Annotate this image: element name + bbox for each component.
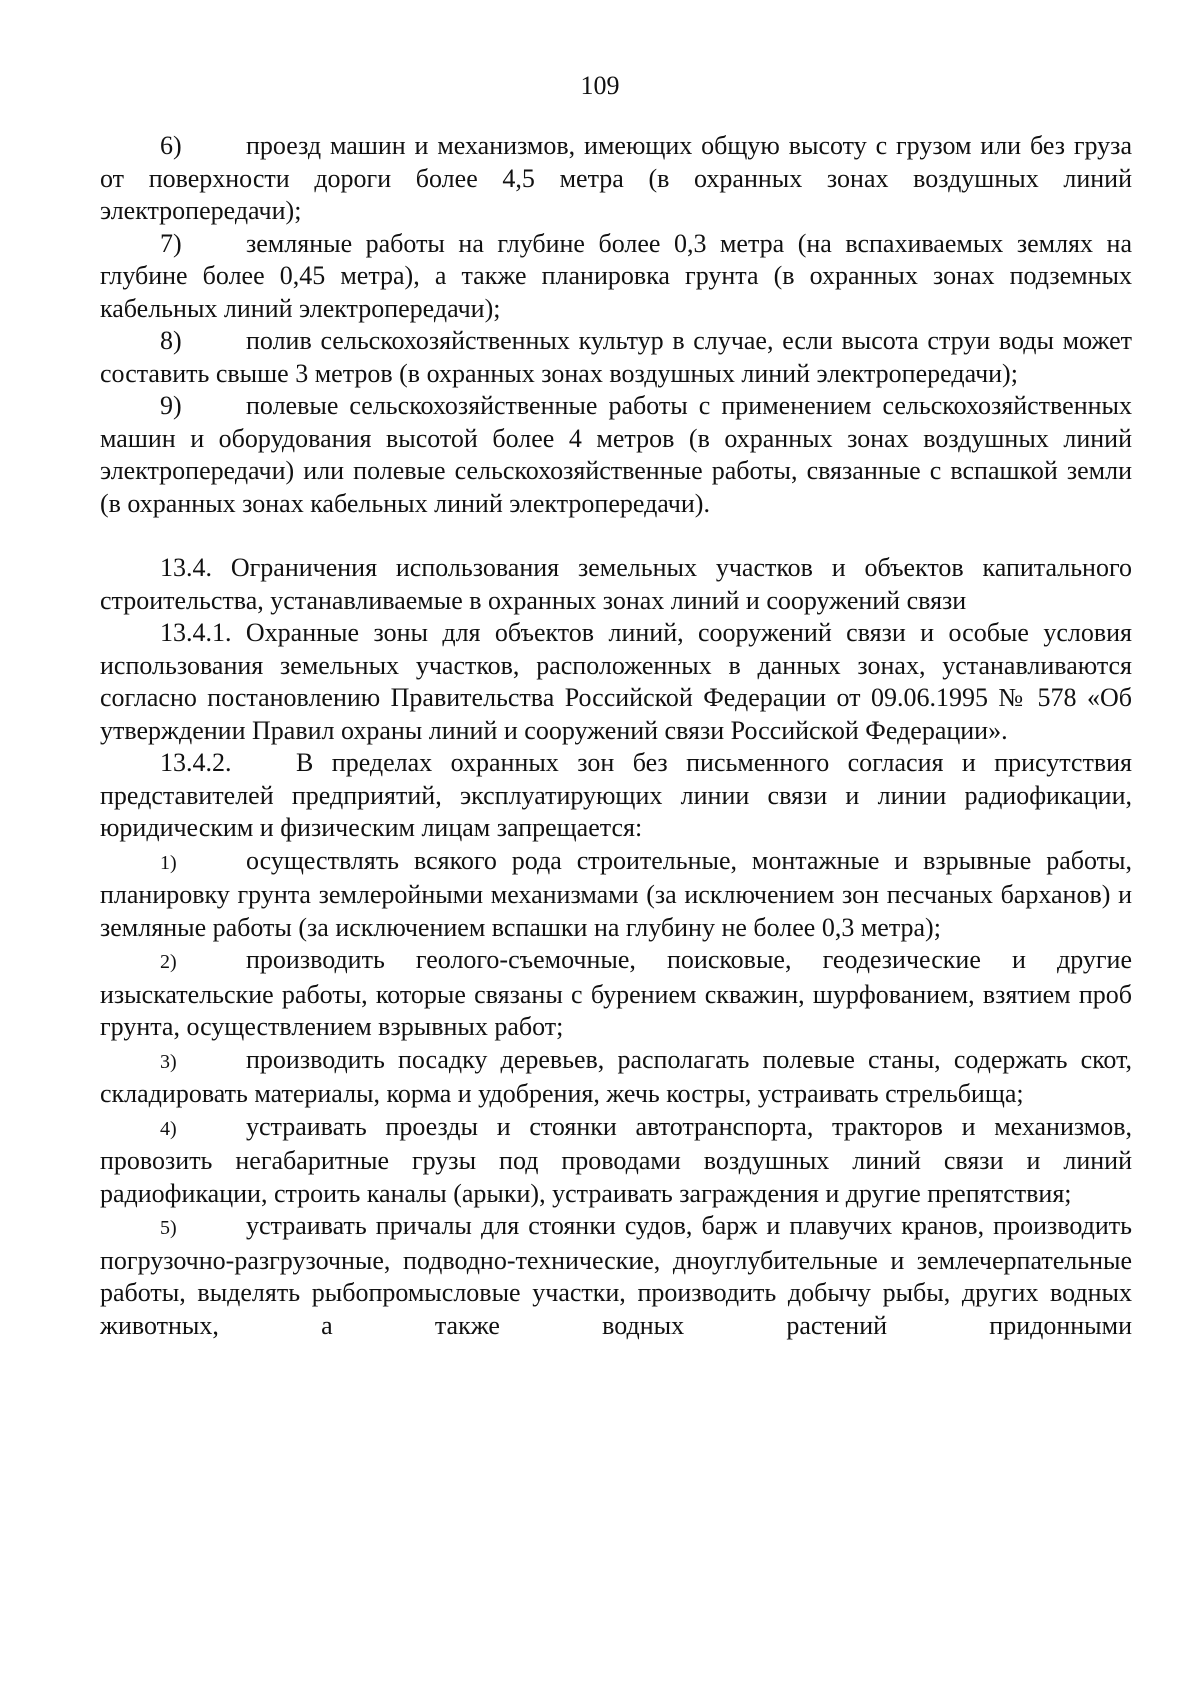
document-body [100, 130, 1132, 1342]
page-number: 109 [580, 71, 620, 100]
paragraph-spacer [100, 520, 1132, 552]
list-item: 9) полевые сельскохозяйственные работы с применением сельскохозяйственных машин и оборудования высотой более 4 метров (в охранных зонах воздушных линий электропередачи) или полевые сельскохозяйственные работы, связанные с вспашкой земли (в охранных зонах кабельных линий электропередачи). [100, 391, 1132, 518]
list-item: 3) производить посадку деревьев, располагать полевые станы, содержать скот, складировать материалы, корма и удобрения, жечь костры, устраивать стрельбища; [100, 1044, 1132, 1108]
list-item: 6) проезд машин и механизмов, имеющих общую высоту с грузом или без груза от поверхности дороги более 4,5 метра (в охранных зонах воздушных линий электропередачи); [100, 131, 1132, 225]
list-item: 7) земляные работы на глубине более 0,3 метра (на вспахиваемых землях на глубине более 0,45 метра), а также планировка грунта (в охранных зонах подземных кабельных линий электропередачи); [100, 228, 1132, 323]
list-item: 8) полив сельскохозяйственных культур в случае, если высота струи воды может составить свыше 3 метров (в охранных зонах воздушных линий электропередачи); [100, 326, 1132, 388]
section-heading: 13.4. Ограничения использования земельных участков и объектов капитального строительства, устанавливаемые в охранных зонах линий и сооружений связи [100, 553, 1132, 615]
list-item: 4) устраивать проезды и стоянки автотранспорта, тракторов и механизмов, провозить негабаритные грузы под проводами воздушных линий связи и линий радиофикации, строить каналы (арыки), устраивать заграждения и другие препятствия; [100, 1111, 1132, 1208]
list-item: 5) устраивать причалы для стоянки судов, барж и плавучих кранов, производить погрузочно-разгрузочные, подводно-технические, дноуглубительные и землечерпательные работы, выделять рыбопромысловые участки, производить добычу рыбы, других водных животных, а также водных растений придонными [100, 1211, 1132, 1340]
paragraph-13-4-2: 13.4.2. В пределах охранных зон без письменного согласия и присутствия представителей предприятий, эксплуатирующих линии связи и линии радиофикации, юридическим и физическим лицам запрещается: [100, 748, 1132, 842]
list-item: 2) производить геолого-съемочные, поисковые, геодезические и другие изыскательские работы, которые связаны с бурением скважин, шурфованием, взятием проб грунта, осуществлением взрывных работ; [100, 945, 1132, 1041]
list-item: 1) осуществлять всякого рода строительные, монтажные и взрывные работы, планировку грунта землеройными механизмами (за исключением зон песчаных барханов) и земляные работы (за исключением вспашки на глубину не более 0,3 метра); [100, 845, 1132, 942]
paragraph-13-4-1: 13.4.1. Охранные зоны для объектов линий, сооружений связи и особые условия использования земельных участков, расположенных в данных зонах, устанавливаются согласно постановлению Правительства Российской Федерации от 09.06.1995 № 578 «Об утверждении Правил охраны линий и сооружений связи Российской Федерации». [100, 618, 1132, 745]
